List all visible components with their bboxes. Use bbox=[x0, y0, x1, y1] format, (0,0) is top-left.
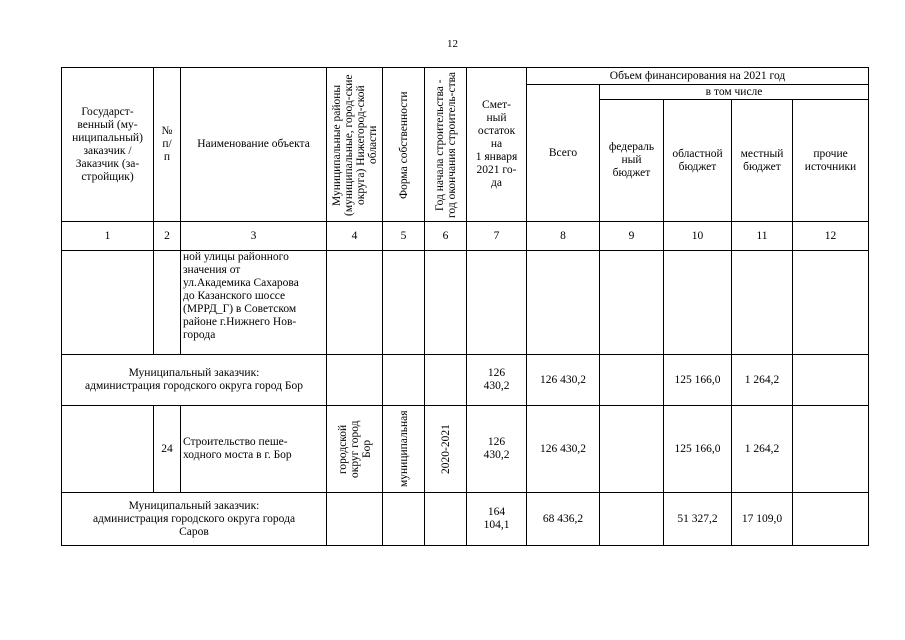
page-number: 12 bbox=[447, 38, 458, 50]
remaining-sarov: 164 104,1 bbox=[467, 493, 527, 546]
item-total-24: 126 430,2 bbox=[527, 406, 600, 493]
customer-row-bor bbox=[62, 355, 869, 406]
local-sarov: 17 109,0 bbox=[732, 493, 793, 546]
regional-bor: 125 166,0 bbox=[664, 355, 732, 406]
item-years-24: 2020-2021 bbox=[425, 406, 467, 493]
header-regional: областной бюджет bbox=[664, 100, 732, 222]
item-district-24: городской округ город Бор bbox=[327, 406, 383, 493]
financing-table bbox=[61, 67, 869, 546]
header-local: местный бюджет bbox=[732, 100, 793, 222]
column-number: 12 bbox=[793, 222, 869, 251]
column-number-row bbox=[62, 222, 869, 251]
regional-sarov: 51 327,2 bbox=[664, 493, 732, 546]
item-row-24 bbox=[62, 406, 869, 493]
column-number: 5 bbox=[383, 222, 425, 251]
customer-row-sarov bbox=[62, 493, 869, 546]
item-ownership-24: муниципальная bbox=[383, 406, 425, 493]
item-regional-24: 125 166,0 bbox=[664, 406, 732, 493]
header-ownership: Форма собственности bbox=[383, 68, 425, 222]
item-object-name-24: Строительство пеше- ходного моста в г. Бор bbox=[181, 406, 327, 493]
item-local-24: 1 264,2 bbox=[732, 406, 793, 493]
header-total: Всего bbox=[527, 85, 600, 222]
header-financing: Объем финансирования на 2021 год bbox=[527, 68, 869, 85]
customer-bor: Муниципальный заказчик: администрация городского округа город Бор bbox=[62, 355, 327, 406]
total-bor: 126 430,2 bbox=[527, 355, 600, 406]
column-number: 2 bbox=[154, 222, 181, 251]
continuation-row bbox=[62, 251, 869, 355]
header-federal: федераль ный бюджет bbox=[600, 100, 664, 222]
header-row-1 bbox=[62, 68, 869, 85]
header-customer: Государст- венный (му- ниципальный) заказчик / Заказчик (за- стройщик) bbox=[62, 68, 154, 222]
column-number: 11 bbox=[732, 222, 793, 251]
header-districts: Муниципальные районы (муниципальные, город-ские округа) Нижегород-ской области bbox=[327, 68, 383, 222]
item-remaining-24: 126 430,2 bbox=[467, 406, 527, 493]
column-number: 1 bbox=[62, 222, 154, 251]
header-num: № п/ п bbox=[154, 68, 181, 222]
column-number: 10 bbox=[664, 222, 732, 251]
column-number: 3 bbox=[181, 222, 327, 251]
column-number: 6 bbox=[425, 222, 467, 251]
column-number: 9 bbox=[600, 222, 664, 251]
header-years: Год начала строительства - год окончания строитель-ства bbox=[425, 68, 467, 222]
continuation-object-name: ной улицы районного значения от ул.Академика Сахарова до Казанского шоссе (МРРД_Г) в Советском районе г.Нижнего Нов- города bbox=[181, 251, 327, 355]
item-num-24: 24 bbox=[154, 406, 181, 493]
header-including: в том числе bbox=[600, 85, 869, 100]
remaining-bor: 126 430,2 bbox=[467, 355, 527, 406]
column-number: 7 bbox=[467, 222, 527, 251]
header-other: прочие источники bbox=[793, 100, 869, 222]
header-remaining: Смет- ный остаток на 1 января 2021 го- да bbox=[467, 68, 527, 222]
header-object-name: Наименование объекта bbox=[181, 68, 327, 222]
customer-sarov: Муниципальный заказчик: администрация городского округа города Саров bbox=[62, 493, 327, 546]
column-number: 4 bbox=[327, 222, 383, 251]
total-sarov: 68 436,2 bbox=[527, 493, 600, 546]
column-number: 8 bbox=[527, 222, 600, 251]
local-bor: 1 264,2 bbox=[732, 355, 793, 406]
